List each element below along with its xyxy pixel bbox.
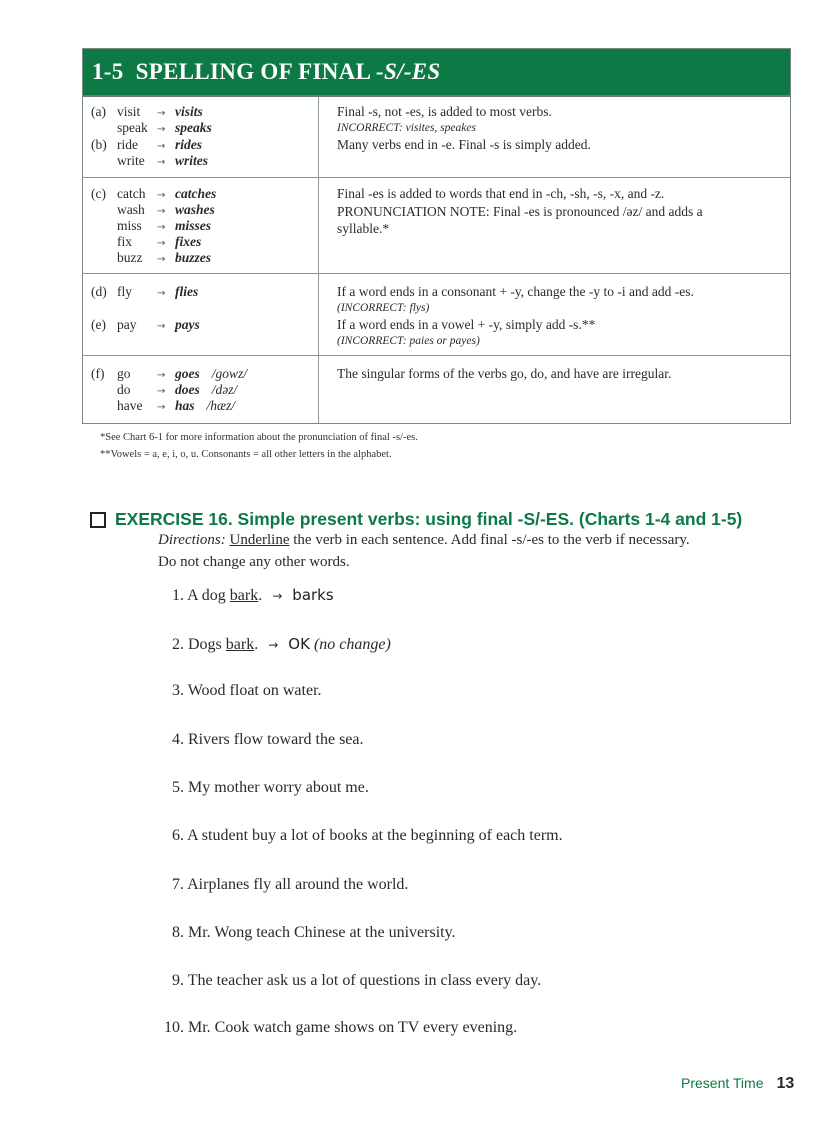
exercise-directions (158, 532, 690, 549)
chart-example: do → does /dəz/ (117, 382, 238, 397)
chart-number: 1-5 (92, 59, 124, 84)
chart-example: (a) visit → visits (91, 104, 203, 119)
chart-example: write → writes (117, 153, 209, 168)
chart-row (83, 355, 790, 423)
exercise-header (90, 509, 742, 530)
answer-arrow: → (272, 589, 283, 603)
chart-example: (f) go → goes /gowz/ (91, 366, 248, 381)
page-footer (681, 1075, 794, 1093)
chart-row (83, 95, 790, 177)
exercise-sentence: 3. Wood float on water. (172, 682, 322, 699)
chart-example: have → has /hæz/ (117, 398, 236, 413)
chart-note: Many verbs end in -e. Final -s is simply added. (337, 137, 591, 152)
chart-row (83, 177, 790, 273)
chart-example: wash → washes (117, 202, 215, 217)
directions-label: Directions: (158, 532, 226, 548)
footer-section-title: Present Time (681, 1075, 764, 1091)
footnote: *See Chart 6-1 for more information about the pronunciation of final -s/-es. (100, 432, 418, 443)
answer-arrow: → (268, 638, 279, 652)
exercise-sentence: 2. Dogs bark. → OK (no change) (172, 635, 391, 653)
exercise-title: EXERCISE 16. Simple present verbs: using final -S/-ES. (Charts 1-4 and 1-5) (115, 509, 743, 529)
handwritten-answer: barks (292, 586, 334, 604)
chart-title-suffix: -S/-ES (376, 59, 441, 84)
chart-note: If a word ends in a consonant + -y, change the -y to -i and add -es. (337, 284, 694, 299)
chart-note-incorrect: (INCORRECT: flys) (337, 302, 430, 314)
page-number: 13 (776, 1075, 795, 1092)
directions-text: the verb in each sentence. Add final -s/-es to the verb if necessary. (293, 532, 690, 548)
chart-note: syllable.* (337, 221, 390, 236)
exercise-sentence: 9. The teacher ask us a lot of questions in class every day. (172, 972, 542, 989)
underlined-verb: bark (225, 636, 255, 653)
chart-note: If a word ends in a vowel + -y, simply add -s.** (337, 317, 596, 332)
chart-example: buzz → buzzes (117, 250, 212, 265)
underlined-verb: bark (229, 587, 259, 604)
chart-note: Final -s, not -es, is added to most verbs. (337, 104, 552, 119)
chart-example: (e) pay → pays (91, 317, 200, 332)
chart-note-pronunciation: PRONUNCIATION NOTE: Final -es is pronounced /əz/ and adds a (337, 204, 703, 219)
exercise-directions-line2: Do not change any other words. (158, 554, 350, 570)
footnote: **Vowels = a, e, i, o, u. Consonants = all other letters in the alphabet. (100, 449, 392, 460)
chart-note: Final -es is added to words that end in -ch, -sh, -s, -x, and -z. (337, 186, 665, 201)
handwritten-answer: OK (288, 635, 310, 653)
exercise-checkbox[interactable] (90, 512, 106, 528)
exercise-sentence: 8. Mr. Wong teach Chinese at the university. (172, 924, 456, 941)
chart-example: (b) ride → rides (91, 137, 202, 152)
chart-row (83, 273, 790, 355)
chart-note-incorrect: (INCORRECT: paies or payes) (337, 335, 480, 347)
chart-note: The singular forms of the verbs go, do, and have are irregular. (337, 366, 672, 381)
chart-example: fix → fixes (117, 234, 202, 249)
exercise-sentence: 6. A student buy a lot of books at the beginning of each term. (172, 827, 563, 844)
chart-note-incorrect: INCORRECT: visites, speakes (337, 122, 476, 134)
chart-title-text: SPELLING OF FINAL (135, 59, 370, 84)
exercise-sentence: 4. Rivers flow toward the sea. (172, 731, 364, 748)
grammar-chart (82, 48, 791, 424)
exercise-sentence: 7. Airplanes fly all around the world. (172, 876, 409, 893)
chart-title (83, 49, 790, 95)
exercise-sentence: 10. Mr. Cook watch game shows on TV every evening. (164, 1019, 518, 1036)
chart-example: (d) fly → flies (91, 284, 199, 299)
directions-underline-word: Underline (229, 532, 290, 548)
exercise-sentence: 1. A dog bark. → barks (172, 586, 334, 604)
answer-note: (no change) (313, 636, 391, 653)
chart-example: miss → misses (117, 218, 212, 233)
chart-example: speak → speaks (117, 120, 212, 135)
exercise-sentence: 5. My mother worry about me. (172, 779, 369, 796)
chart-example: (c) catch → catches (91, 186, 217, 201)
